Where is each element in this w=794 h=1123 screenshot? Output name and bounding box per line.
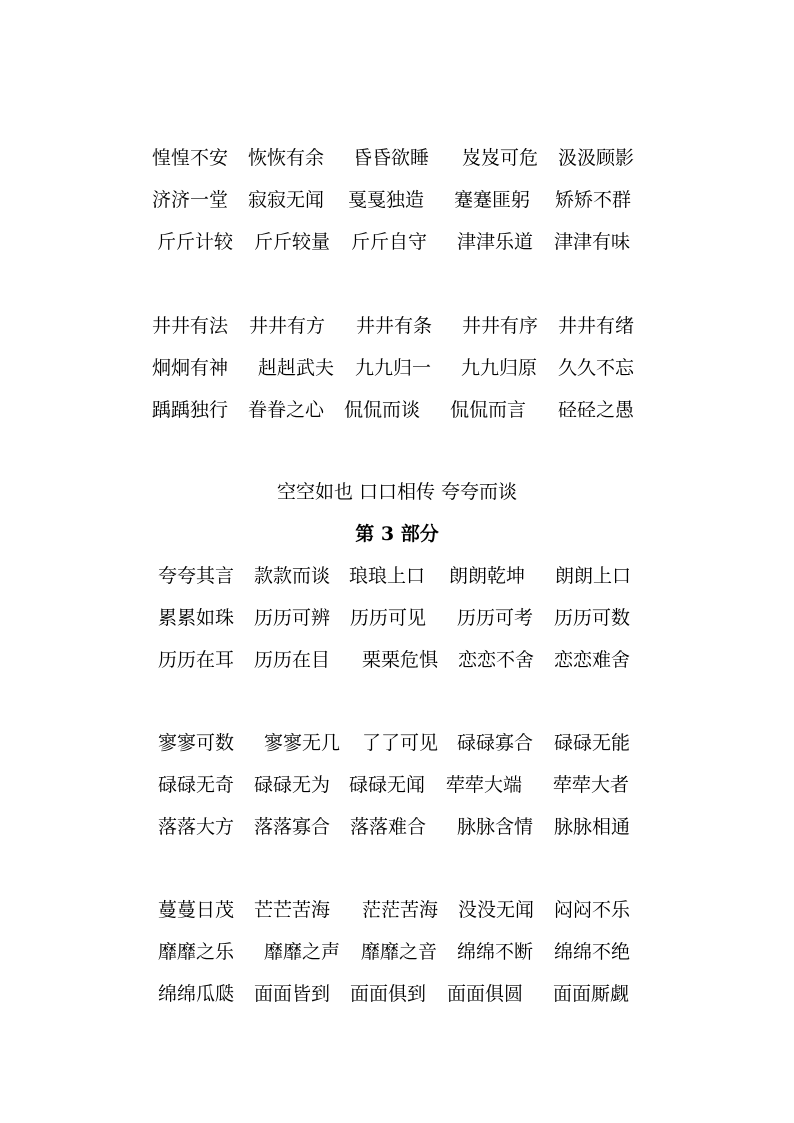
idiom: 昏昏欲睡 <box>353 147 430 169</box>
idiom-row <box>152 185 642 215</box>
idiom: 茫茫苦海 <box>362 899 439 921</box>
idiom: 绵绵不绝 <box>554 941 631 963</box>
idiom: 靡靡之乐 <box>158 941 235 963</box>
idiom: 斤斤自守 <box>351 231 428 253</box>
idiom: 寥寥可数 <box>158 732 235 754</box>
idiom: 绵绵不断 <box>457 941 534 963</box>
idiom: 靡靡之声 <box>264 941 341 963</box>
idiom: 历历在耳 <box>158 649 235 671</box>
idiom: 没没无闻 <box>458 899 535 921</box>
idiom: 面面俱圆 <box>447 983 524 1005</box>
idiom: 寥寥无几 <box>264 732 341 754</box>
idiom: 了了可见 <box>362 732 439 754</box>
idiom: 荦荦大端 <box>446 774 523 796</box>
idiom: 碌碌无为 <box>254 774 331 796</box>
idiom-row <box>152 353 642 383</box>
idiom: 闷闷不乐 <box>554 899 631 921</box>
idiom: 炯炯有神 <box>152 357 229 379</box>
idiom: 济济一堂 <box>152 189 229 211</box>
idiom: 津津有味 <box>554 231 631 253</box>
idiom: 井井有方 <box>249 315 326 337</box>
idiom: 落落大方 <box>158 816 235 838</box>
idiom: 历历可辨 <box>254 607 331 629</box>
idiom: 面面皆到 <box>254 983 331 1005</box>
idiom: 惶惶不安 <box>152 147 229 169</box>
idiom: 荦荦大者 <box>553 774 630 796</box>
idiom-row <box>152 895 642 925</box>
idiom: 眷眷之心 <box>248 399 325 421</box>
idiom: 碌碌无闻 <box>349 774 426 796</box>
idiom: 夸夸其言 <box>158 565 235 587</box>
idiom: 琅琅上口 <box>349 565 426 587</box>
idiom: 侃侃而谈 <box>344 399 421 421</box>
idiom: 朗朗上口 <box>555 565 632 587</box>
idiom: 面面厮觑 <box>553 983 630 1005</box>
idiom-row <box>152 979 642 1009</box>
idiom: 靡靡之音 <box>361 941 438 963</box>
idiom: 硁硁之愚 <box>558 399 635 421</box>
idiom: 汲汲顾影 <box>558 147 635 169</box>
idiom: 井井有条 <box>356 315 433 337</box>
idiom: 款款而谈 <box>254 565 331 587</box>
idiom: 绵绵瓜瓞 <box>158 983 235 1005</box>
idiom-row <box>152 311 642 341</box>
idiom: 脉脉含情 <box>457 816 534 838</box>
idiom: 历历可考 <box>457 607 534 629</box>
idiom-row <box>152 143 642 173</box>
idiom-row <box>152 395 642 425</box>
idiom-row <box>152 603 642 633</box>
idiom: 历历可见 <box>350 607 427 629</box>
idiom-row <box>152 227 642 257</box>
idiom: 碌碌无能 <box>554 732 631 754</box>
idiom-row <box>152 812 642 842</box>
idiom: 侃侃而言 <box>450 399 527 421</box>
idiom-row <box>152 728 642 758</box>
idiom: 碌碌无奇 <box>158 774 235 796</box>
idiom: 恢恢有余 <box>248 147 325 169</box>
idiom: 落落寡合 <box>254 816 331 838</box>
idiom: 蹇蹇匪躬 <box>454 189 531 211</box>
idiom: 踽踽独行 <box>152 399 229 421</box>
idiom-row <box>152 770 642 800</box>
idiom: 面面俱到 <box>350 983 427 1005</box>
idiom: 津津乐道 <box>457 231 534 253</box>
idiom: 落落难合 <box>350 816 427 838</box>
idiom: 岌岌可危 <box>462 147 539 169</box>
section-heading: 第 3 部分 <box>355 523 439 545</box>
idiom: 戛戛独造 <box>348 189 425 211</box>
idiom: 矫矫不群 <box>555 189 632 211</box>
idiom: 井井有序 <box>462 315 539 337</box>
idiom: 井井有法 <box>152 315 229 337</box>
idiom: 历历在目 <box>254 649 331 671</box>
idiom: 蔓蔓日茂 <box>158 899 235 921</box>
idiom: 栗栗危惧 <box>362 649 439 671</box>
idiom: 历历可数 <box>554 607 631 629</box>
idiom: 朗朗乾坤 <box>449 565 526 587</box>
idiom: 井井有绪 <box>558 315 635 337</box>
idiom-row <box>152 645 642 675</box>
idiom: 久久不忘 <box>558 357 635 379</box>
idiom: 恋恋难舍 <box>554 649 631 671</box>
idiom: 恋恋不舍 <box>458 649 535 671</box>
idiom: 斤斤计较 <box>157 231 234 253</box>
idiom: 累累如珠 <box>158 607 235 629</box>
centered-idiom-line: 空空如也 口口相传 夸夸而谈 <box>276 481 518 503</box>
idiom: 碌碌寡合 <box>457 732 534 754</box>
idiom-row <box>152 937 642 967</box>
idiom: 九九归原 <box>461 357 538 379</box>
idiom: 九九归一 <box>355 357 432 379</box>
idiom: 寂寂无闻 <box>248 189 325 211</box>
idiom: 斤斤较量 <box>254 231 331 253</box>
idiom: 赳赳武夫 <box>258 357 335 379</box>
idiom: 芒芒苦海 <box>254 899 331 921</box>
idiom-row <box>152 561 642 591</box>
idiom: 脉脉相通 <box>554 816 631 838</box>
